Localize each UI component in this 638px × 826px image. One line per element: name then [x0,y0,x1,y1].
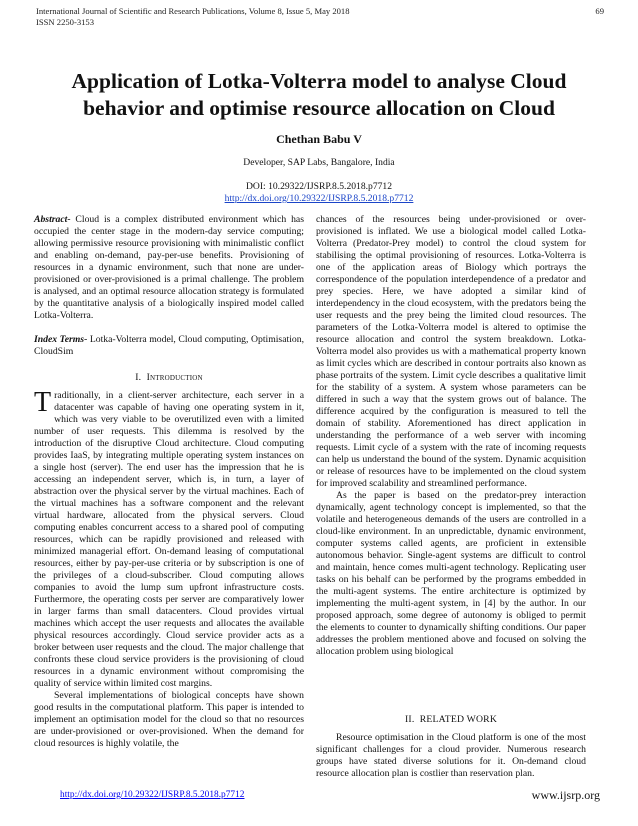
doi-link[interactable]: http://dx.doi.org/10.29322/IJSRP.8.5.2018.p7712 [224,193,414,204]
doi-text: DOI: 10.29322/IJSRP.8.5.2018.p7712 [245,181,393,192]
intro-paragraph-2: Several implementations of biological concepts have shown good results in the computational platform. This paper is intended to implement an optimisation model for the cloud so that no resources are under-provisioned or over-provisioned. When the demand for cloud resources is highly volatile, the [34,690,304,749]
section-heading-related-work: II. RELATED WORK [404,714,498,725]
left-column [34,214,304,750]
author-name: Chethan Babu V [276,132,362,146]
index-terms-label: Index Terms- [34,334,88,345]
author-affiliation: Developer, SAP Labs, Bangalore, India [243,157,395,168]
running-header [36,6,350,28]
abstract-label: Abstract- [34,214,71,225]
footer-doi-link[interactable]: http://dx.doi.org/10.29322/IJSRP.8.5.2018.p7712 [60,790,245,800]
footer-site-link[interactable]: www.ijsrp.org [531,788,600,802]
intro-paragraph-4: As the paper is based on the predator-prey interaction dynamically, agent technology concept is implemented, so that the volatile and heterogeneous demands of the users are controlled in a cloud-like environment. In an unpredictable, dynamic environment, computer systems called agents, are proficient in extensible autonomous behavior. Single-agent systems are difficult to control and maintain, hence comes multi-agent technology. Replicating user tasks on his behalf can be performed by the programs embedded in the multi-agent systems. The entire architecture is optimized by implementing the multi-agent system, in [4] by the author. In our proposed approach, some degree of autonomy is obliged to permit the elements to counter to dynamically shifting conditions. Our paper addresses the problem mentioned above and focused on solving the allocation problem using biological [316,490,586,657]
journal-name: International Journal of Scientific and Research Publications, Volume 8, Issue 5, May 2018 [36,6,350,16]
abstract-text: Cloud is a complex distributed environment which has occupied the center stage in the modern-day service computing; allowing permissive resource provisioning with minimalistic conflict and enabling on-demand, pay-per-use benefits. Provisioning of resources in a dynamic environment, such that none are under-provisioned or over-provisioned is a primal challenge. The problem is analysed, and an optimal resource allocation strategy is formulated by the quantitative analysis of a biologically inspired model called Lotka-Volterra. [34,214,304,321]
drop-cap: T [34,387,52,418]
intro-paragraph-3: chances of the resources being under-provisioned or over-provisioned is inflated. We use a biological model called Lotka-Volterra (Predator-Prey model) to control the cloud system for stabilising the optimal provisioning of resources. Lotka-Volterra is one of the application areas of Biology which portrays the correspondence of the population interdependence of a predator and prey species. Here, we have adopted a similar kind of interdependency in the cloud ecosystem, with the predators being the user requests and the prey being the limited cloud resources. The parameters of the Lotka-Volterra model is altered to optimise the resource allocation and control the system breakdown. Lotka-Volterra model also provides us with a mathematical property known as limit cycles which are described in contour portraits also known as phase portraits of the system. Limit cycle describes a qualitative limit for the stability of a system. A system whose parameters can be differed in such a way that the system grows out of balance. The difference acquired by the configuration is measured to tell the domain of stability. Aforementioned has direct application in understanding the performance of a web server with incoming requests. Limit cycle of a system with the rate of incoming requests can help us understand the bound of the system. Dynamic acquisition or release of resources have to be implemented on the cloud system for improved scalability and streamlined performance. [316,214,586,489]
related-work-paragraph-1: Resource optimisation in the Cloud platform is one of the most significant challenges for a cloud provider. Numerous research groups have stated diverse solutions for it. On-demand cloud resource allocation plan is costlier than reservation plan. [316,732,586,779]
doi-block [0,181,638,205]
index-terms [34,334,304,358]
section-heading-introduction: I. Introduction [135,372,203,383]
issn: ISSN 2250-3153 [36,17,95,27]
index-terms-text: Lotka-Volterra model, Cloud computing, Optimisation, CloudSim [34,334,304,357]
abstract [34,214,304,322]
right-column [316,214,586,780]
paper-title: Application of Lotka-Volterra model to analyse Cloud behavior and optimise resource allocation on Cloud [71,69,567,120]
page-number: 69 [595,6,604,16]
intro-paragraph-1: Traditionally, in a client-server architecture, each server in a datacenter was capable of having one operating system in it, which was very viable to be overutilized even with a limited number of user requests. This dilemma is resolved by the introduction of the disruptive Cloud architecture. Cloud computing provides IaaS, by integrating multiple operating system instances on a single host (server). The end user has the impression that he is accessing an independent server, which is, in turn, a layer of abstraction over the physical server by the virtual machines. Each of the virtual machines has a software component and the relevant virtual hardware, allocated from the physical servers. Cloud computing enables concurrent access to a shared pool of computing resources, which can be rapidly provisioned and released with minimized managerial effort. On-demand leasing of computational resources, either by pay-per-use criteria or by subscription is one of the privileges of a cloud-subscriber. Cloud computing allows companies to avoid the lump sum upfront infrastructure costs. Furthermore, the operating costs per server are comparatively lower in larger farms than small datacenters. Cloud provides virtual machines which accept the user requests and allocates the available physical resources accordingly. Cloud service provider acts as a broker between user requests and the cloud. The major challenge that confronts these cloud service providers is the provisioning of cloud resources in a dynamic environment without compromising the quality of service within limited cost margins. [34,387,304,689]
